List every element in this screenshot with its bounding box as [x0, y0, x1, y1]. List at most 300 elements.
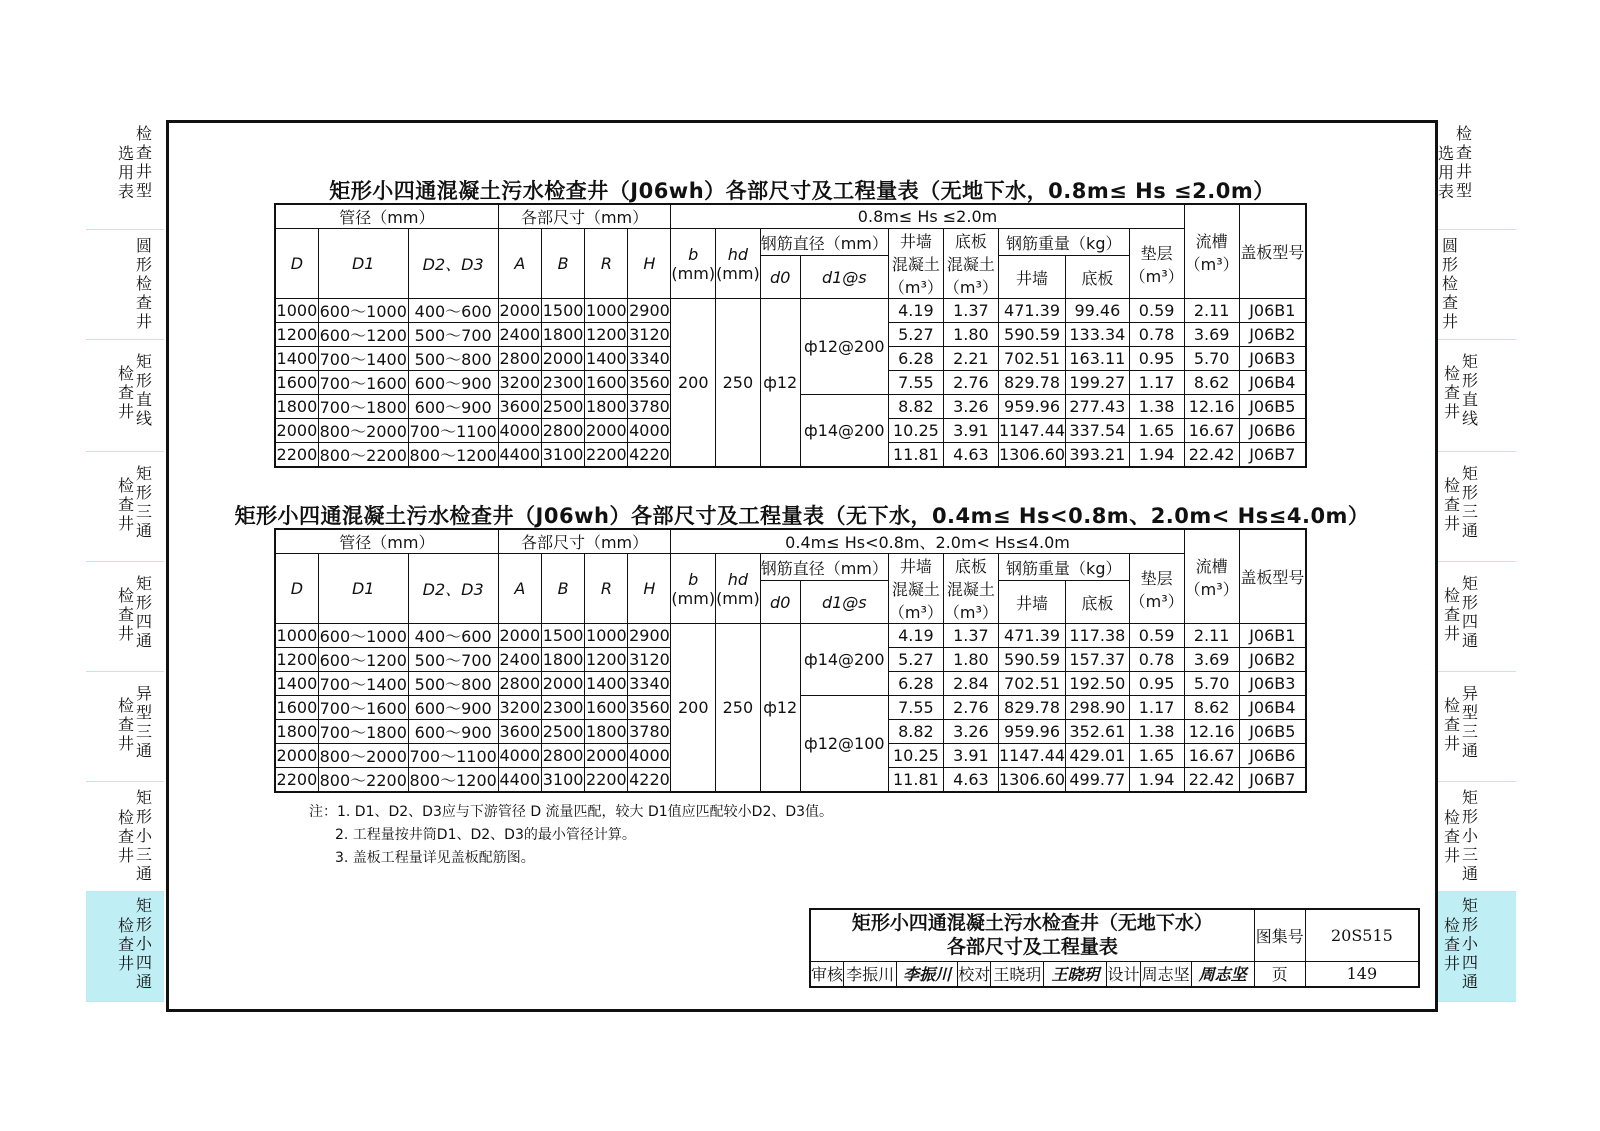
sidebar-char: 通 [1462, 972, 1479, 991]
table-cell: J06B4 [1239, 371, 1306, 395]
hdr-A: A [498, 229, 541, 299]
table-cell: 8.62 [1184, 696, 1239, 720]
sidebar-char: 通 [136, 972, 153, 991]
hdr-D23: D2、D3 [408, 554, 498, 624]
table-cell: 0.78 [1129, 648, 1184, 672]
atlas-label: 图集号 [1254, 909, 1305, 961]
sidebar-char: 通 [136, 741, 153, 760]
table-cell: 1.65 [1129, 419, 1184, 443]
sidebar-char: 矩 [136, 788, 153, 807]
sidebar-item-special-tee[interactable] [86, 672, 164, 782]
sidebar-char: 查 [118, 495, 135, 514]
table-cell: 1.94 [1129, 443, 1184, 468]
table-cell: 2300 [541, 371, 584, 395]
sidebar-item-selection[interactable] [1438, 120, 1516, 230]
table-cell: 3120 [628, 323, 671, 347]
sidebar-char: 小 [1462, 934, 1479, 953]
check-signature: 王晓玥 [1044, 961, 1107, 987]
sidebar-char: 矩 [1462, 896, 1479, 915]
table-cell: 429.01 [1066, 744, 1130, 768]
sidebar-char: 矩 [136, 352, 153, 371]
sidebar-char: 检 [1444, 916, 1461, 935]
sidebar-char: 圆 [136, 236, 153, 255]
table-cell: 471.39 [998, 624, 1065, 648]
hdr-wall-conc: 井墙 混凝土 （m³） [888, 554, 943, 624]
sidebar-item-round[interactable] [1438, 230, 1516, 340]
hdr-H: H [628, 229, 671, 299]
table-cell: 1.17 [1129, 696, 1184, 720]
sidebar-item-rect-cross[interactable] [1438, 562, 1516, 672]
table-cell: 400～600 [408, 624, 498, 648]
sidebar-item-rect-small-tee[interactable] [1438, 782, 1516, 892]
sidebar-item-rect-small-tee[interactable] [86, 782, 164, 892]
table-cell: 0.95 [1129, 672, 1184, 696]
sidebar-char: 小 [136, 934, 153, 953]
sidebar-char: 检 [118, 808, 135, 827]
design-signature: 周志坚 [1191, 961, 1254, 987]
table-row [275, 624, 1306, 648]
table-cell: 2500 [541, 395, 584, 419]
hdr-d1s: d1@s [800, 581, 888, 624]
table-cell: 4.19 [888, 624, 943, 648]
sidebar-item-rect-small-cross[interactable] [1438, 892, 1516, 1002]
check-name: 王晓玥 [991, 961, 1044, 987]
table1-title: 矩形小四通混凝土污水检查井（J06wh）各部尺寸及工程量表（无地下水，0.8m≤ Hs ≤2.0m） [329, 179, 1275, 203]
sidebar-char: 四 [1462, 953, 1479, 972]
table-cell: 22.42 [1184, 768, 1239, 793]
sidebar-char: 通 [1462, 521, 1479, 540]
table-cell: J06B1 [1239, 624, 1306, 648]
sidebar-char: 通 [136, 864, 153, 883]
sidebar-char: 检 [118, 916, 135, 935]
design-label: 设计 [1107, 961, 1140, 987]
table-cell: 11.81 [888, 768, 943, 793]
table-cell: 700～1800 [318, 720, 408, 744]
table-cell: 1147.44 [998, 419, 1065, 443]
table-cell: 2000 [275, 419, 318, 443]
table-cell: 2.11 [1184, 299, 1239, 323]
table-cell: 200 [671, 299, 716, 468]
sidebar-char: 查 [1444, 605, 1461, 624]
table-cell: 500～800 [408, 672, 498, 696]
table-cell: 1800 [585, 720, 628, 744]
table-cell: 3100 [541, 443, 584, 468]
table-cell: 1600 [275, 696, 318, 720]
sidebar-char: 矩 [1462, 352, 1479, 371]
sidebar-char: 圆 [1442, 236, 1459, 255]
table-cell: 3.69 [1184, 323, 1239, 347]
table-cell: 1.17 [1129, 371, 1184, 395]
sidebar-char: 矩 [1462, 788, 1479, 807]
table-cell: 600～900 [408, 720, 498, 744]
sidebar-char: 井 [118, 514, 135, 533]
table-cell: 1.37 [943, 624, 998, 648]
table-cell: 2900 [628, 624, 671, 648]
hdr-B: B [541, 554, 584, 624]
table-cell: 499.77 [1066, 768, 1130, 793]
table-cell: 8.62 [1184, 371, 1239, 395]
table-cell: 3100 [541, 768, 584, 793]
table-cell: 337.54 [1066, 419, 1130, 443]
sidebar-char: 三 [1462, 502, 1479, 521]
sidebar-char: 查 [118, 605, 135, 624]
sidebar-char: 查 [1444, 715, 1461, 734]
table-cell: 700～1800 [318, 395, 408, 419]
hdr-channel: 流槽 （m³） [1184, 204, 1239, 299]
table-cell: 1600 [585, 371, 628, 395]
table-cell: ф14@200 [800, 624, 888, 696]
table-cell: J06B4 [1239, 696, 1306, 720]
hdr-rw-base: 底板 [1066, 581, 1130, 624]
table-cell: 1.38 [1129, 395, 1184, 419]
hdr-rebar-dia: 钢筋直径（mm） [760, 554, 888, 581]
table-cell: 2500 [541, 720, 584, 744]
table-cell: 1.80 [943, 323, 998, 347]
sidebar-char: 井 [136, 162, 153, 181]
table-cell: 3120 [628, 648, 671, 672]
table-cell: 600～1000 [318, 624, 408, 648]
note-line: 2. 工程量按井筒D1、D2、D3的最小管径计算。 [335, 827, 636, 843]
table-cell: 1600 [585, 696, 628, 720]
sidebar-char: 四 [1462, 612, 1479, 631]
table-cell: 3560 [628, 371, 671, 395]
table-cell: 4400 [498, 443, 541, 468]
table-cell: 702.51 [998, 347, 1065, 371]
table-cell: 700～1600 [318, 696, 408, 720]
hdr-d0: d0 [760, 256, 800, 299]
sidebar-char: 通 [136, 631, 153, 650]
table-cell: 4.63 [943, 443, 998, 468]
sidebar-item-rect-tee[interactable] [86, 452, 164, 562]
sidebar-char: 异 [1462, 684, 1479, 703]
table-cell: 3340 [628, 672, 671, 696]
table-cell: 1800 [585, 395, 628, 419]
sidebar-char: 四 [136, 612, 153, 631]
sidebar-char: 查 [1456, 143, 1473, 162]
hdr-rw-wall: 井墙 [998, 256, 1065, 299]
hdr-rebar-dia: 钢筋直径（mm） [760, 229, 888, 256]
sidebar-char: 矩 [136, 896, 153, 915]
hdr-hd: hd (mm) [716, 554, 761, 624]
table-cell: 6.28 [888, 347, 943, 371]
table-cell: 7.55 [888, 696, 943, 720]
sidebar-char: 井 [118, 734, 135, 753]
hdr-d0: d0 [760, 581, 800, 624]
sidebar-char: 形 [136, 807, 153, 826]
table-cell: 400～600 [408, 299, 498, 323]
sidebar-char: 井 [1444, 954, 1461, 973]
sidebar-char: 查 [118, 715, 135, 734]
review-label: 审核 [810, 961, 844, 987]
table-cell: 2200 [275, 443, 318, 468]
hdr-rw-base: 底板 [1066, 256, 1130, 299]
notes [309, 801, 833, 870]
table-cell: 3600 [498, 720, 541, 744]
note-line: 3. 盖板工程量详见盖板配筋图。 [335, 850, 535, 866]
table-cell: 700～1400 [318, 347, 408, 371]
sidebar-char: 形 [136, 255, 153, 274]
title-block-title: 矩形小四通混凝土污水检查井（无地下水） 各部尺寸及工程量表 [810, 909, 1254, 961]
table-cell: 2000 [541, 347, 584, 371]
table2 [274, 528, 1307, 793]
table-cell: 600～900 [408, 371, 498, 395]
table-cell: 4.63 [943, 768, 998, 793]
table-cell: 1.80 [943, 648, 998, 672]
table-cell: 157.37 [1066, 648, 1130, 672]
table2-title: 矩形小四通混凝土污水检查井（J06wh）各部尺寸及工程量表（无下水，0.4m≤ Hs<0.8m、2.0m< Hs≤4.0m） [234, 504, 1370, 528]
sidebar-char: 矩 [136, 574, 153, 593]
hdr-base-conc: 底板 混凝土 （m³） [943, 554, 998, 624]
table-cell: 500～700 [408, 648, 498, 672]
sidebar-char: 检 [118, 476, 135, 495]
table-cell: 2.76 [943, 696, 998, 720]
hdr-D1: D1 [318, 554, 408, 624]
table-cell: 2400 [498, 323, 541, 347]
hdr-hd: hd (mm) [716, 229, 761, 299]
sidebar-char: 形 [136, 371, 153, 390]
hdr-dims: 各部尺寸（mm） [498, 204, 671, 229]
table-cell: 3780 [628, 395, 671, 419]
table-cell: 2900 [628, 299, 671, 323]
sidebar-item-round[interactable] [86, 230, 164, 340]
hdr-R: R [585, 229, 628, 299]
table-cell: 1600 [275, 371, 318, 395]
page-label: 页 [1254, 961, 1305, 987]
sidebar-char: 形 [1462, 371, 1479, 390]
table-cell: 2000 [498, 624, 541, 648]
table-cell: 590.59 [998, 648, 1065, 672]
sidebar-char: 检 [136, 274, 153, 293]
table-cell: 800～1200 [408, 443, 498, 468]
review-name: 李振川 [844, 961, 897, 987]
table-cell: 471.39 [998, 299, 1065, 323]
table-cell: ф12@100 [800, 696, 888, 793]
sidebar-char: 选 [1438, 144, 1455, 163]
hdr-rebar-weight: 钢筋重量（kg） [998, 229, 1129, 256]
sidebar-char: 检 [1442, 274, 1459, 293]
sidebar-char: 形 [136, 483, 153, 502]
table-cell: 4.19 [888, 299, 943, 323]
table-cell: 10.25 [888, 744, 943, 768]
sidebar-char: 查 [118, 383, 135, 402]
table-cell: 800～2200 [318, 768, 408, 793]
hdr-d1s: d1@s [800, 256, 888, 299]
sidebar-char: 通 [1462, 631, 1479, 650]
table-cell: 117.38 [1066, 624, 1130, 648]
hdr-cushion: 垫层 （m³） [1129, 554, 1184, 624]
table-cell: 3.91 [943, 419, 998, 443]
sidebar-item-rect-tee[interactable] [1438, 452, 1516, 562]
sidebar-char: 检 [136, 124, 153, 143]
table-cell: 2800 [541, 419, 584, 443]
table-cell: 600～1200 [318, 648, 408, 672]
table-cell: 3780 [628, 720, 671, 744]
table-cell: 1306.60 [998, 768, 1065, 793]
table-cell: 1.94 [1129, 768, 1184, 793]
table-cell: 1147.44 [998, 744, 1065, 768]
sidebar-item-special-tee[interactable] [1438, 672, 1516, 782]
table-cell: 2.11 [1184, 624, 1239, 648]
table-cell: 2.84 [943, 672, 998, 696]
hdr-cover: 盖板型号 [1239, 529, 1306, 624]
table-cell: 2000 [275, 744, 318, 768]
sidebar-char: 查 [118, 935, 135, 954]
table-cell: 250 [716, 299, 761, 468]
table-cell: 200 [671, 624, 716, 793]
hdr-base-conc: 底板 混凝土 （m³） [943, 229, 998, 299]
sidebar-char: 通 [136, 521, 153, 540]
table-cell: J06B7 [1239, 768, 1306, 793]
sidebar-char: 检 [1444, 476, 1461, 495]
sidebar-char: 井 [1442, 312, 1459, 331]
sidebar-char: 形 [136, 593, 153, 612]
table-cell: 1.38 [1129, 720, 1184, 744]
table-cell: 590.59 [998, 323, 1065, 347]
sidebar-item-rect-straight[interactable] [86, 340, 164, 452]
sidebar-item-rect-small-cross[interactable] [86, 892, 164, 1002]
note-line: 注：1. D1、D2、D3应与下游管径 D 流量匹配，较大 D1值应匹配较小D2、D3值。 [309, 804, 834, 820]
hdr-A: A [498, 554, 541, 624]
table-cell: 5.27 [888, 323, 943, 347]
table-cell: 3560 [628, 696, 671, 720]
table-cell: 1800 [275, 395, 318, 419]
table-cell: 1400 [585, 347, 628, 371]
hdr-B: B [541, 229, 584, 299]
sidebar-char: 井 [1444, 624, 1461, 643]
sidebar-char: 表 [118, 182, 135, 201]
sidebar-char: 三 [136, 502, 153, 521]
hdr-H: H [628, 554, 671, 624]
sidebar-char: 三 [136, 722, 153, 741]
page-number: 149 [1305, 961, 1419, 987]
sidebar-char: 井 [1444, 846, 1461, 865]
sidebar-char: 形 [1462, 593, 1479, 612]
table-cell: 4400 [498, 768, 541, 793]
sidebar-char: 井 [118, 624, 135, 643]
right-sidebar [1438, 120, 1516, 1002]
table-cell: 829.78 [998, 371, 1065, 395]
sidebar-char: 型 [136, 181, 153, 200]
hdr-rebar-weight: 钢筋重量（kg） [998, 554, 1129, 581]
table-cell: 4220 [628, 443, 671, 468]
hdr-channel: 流槽 （m³） [1184, 529, 1239, 624]
table-cell: 4000 [498, 419, 541, 443]
table-cell: J06B3 [1239, 672, 1306, 696]
design-name: 周志坚 [1140, 961, 1191, 987]
sidebar-char: 查 [1444, 935, 1461, 954]
table-cell: J06B6 [1239, 419, 1306, 443]
hdr-pipe: 管径（mm） [275, 529, 498, 554]
sidebar-char: 矩 [1462, 464, 1479, 483]
table-cell: J06B6 [1239, 744, 1306, 768]
table-cell: 700～1100 [408, 744, 498, 768]
table-cell: J06B2 [1239, 648, 1306, 672]
table-cell: 298.90 [1066, 696, 1130, 720]
table-cell: 6.28 [888, 672, 943, 696]
table-cell: 1500 [541, 299, 584, 323]
sidebar-char: 四 [136, 953, 153, 972]
atlas-number: 20S515 [1305, 909, 1419, 961]
hdr-cover: 盖板型号 [1239, 204, 1306, 299]
sidebar-char: 选 [118, 144, 135, 163]
table-cell: 0.59 [1129, 299, 1184, 323]
sidebar-char: 查 [1444, 383, 1461, 402]
table-cell: 800～2000 [318, 419, 408, 443]
table-cell: 3340 [628, 347, 671, 371]
title-block [809, 908, 1420, 988]
sidebar-item-rect-straight[interactable] [1438, 340, 1516, 452]
left-sidebar [86, 120, 164, 1002]
table-cell: J06B7 [1239, 443, 1306, 468]
table-cell: 829.78 [998, 696, 1065, 720]
table-cell: 2000 [585, 744, 628, 768]
sidebar-char: 检 [1444, 808, 1461, 827]
table-cell: J06B3 [1239, 347, 1306, 371]
sidebar-char: 通 [1462, 741, 1479, 760]
sidebar-char: 查 [1444, 495, 1461, 514]
sidebar-item-selection[interactable] [86, 120, 164, 230]
sidebar-char: 三 [1462, 722, 1479, 741]
hdr-D23: D2、D3 [408, 229, 498, 299]
hdr-D: D [275, 554, 318, 624]
table-cell: 22.42 [1184, 443, 1239, 468]
table-cell: 352.61 [1066, 720, 1130, 744]
table-cell: 1400 [275, 672, 318, 696]
sidebar-char: 井 [136, 312, 153, 331]
table-cell: J06B1 [1239, 299, 1306, 323]
table-cell: 1800 [541, 323, 584, 347]
sidebar-item-rect-cross[interactable] [86, 562, 164, 672]
table-cell: 2400 [498, 648, 541, 672]
table-cell: 4000 [498, 744, 541, 768]
sidebar-char: 异 [136, 684, 153, 703]
sidebar-char: 表 [1438, 182, 1455, 201]
table-cell: 4000 [628, 744, 671, 768]
table-cell: 3200 [498, 371, 541, 395]
sidebar-char: 用 [1438, 163, 1455, 182]
table-cell: J06B5 [1239, 720, 1306, 744]
table-cell: 700～1100 [408, 419, 498, 443]
hdr-cushion: 垫层 （m³） [1129, 229, 1184, 299]
table-cell: 10.25 [888, 419, 943, 443]
table-cell: 8.82 [888, 720, 943, 744]
table-cell: 600～900 [408, 395, 498, 419]
table-cell: 3600 [498, 395, 541, 419]
table-cell: 4220 [628, 768, 671, 793]
table-cell: 0.59 [1129, 624, 1184, 648]
sidebar-char: 检 [118, 586, 135, 605]
table-cell: 16.67 [1184, 744, 1239, 768]
sidebar-char: 形 [1462, 483, 1479, 502]
table-cell: 12.16 [1184, 720, 1239, 744]
sidebar-char: 型 [1456, 181, 1473, 200]
table-cell: 250 [716, 624, 761, 793]
table-cell: 99.46 [1066, 299, 1130, 323]
sidebar-char: 三 [1462, 845, 1479, 864]
table-cell: 1000 [275, 299, 318, 323]
table-cell: 1400 [585, 672, 628, 696]
table-cell: 2200 [275, 768, 318, 793]
sidebar-char: 井 [1444, 514, 1461, 533]
sidebar-char: 井 [118, 954, 135, 973]
sidebar-char: 井 [1444, 734, 1461, 753]
sidebar-char: 三 [136, 845, 153, 864]
hdr-range: 0.8m≤ Hs ≤2.0m [671, 204, 1184, 229]
sidebar-char: 检 [118, 696, 135, 715]
sidebar-char: 小 [1462, 826, 1479, 845]
sidebar-char: 检 [1444, 364, 1461, 383]
table-cell: 7.55 [888, 371, 943, 395]
